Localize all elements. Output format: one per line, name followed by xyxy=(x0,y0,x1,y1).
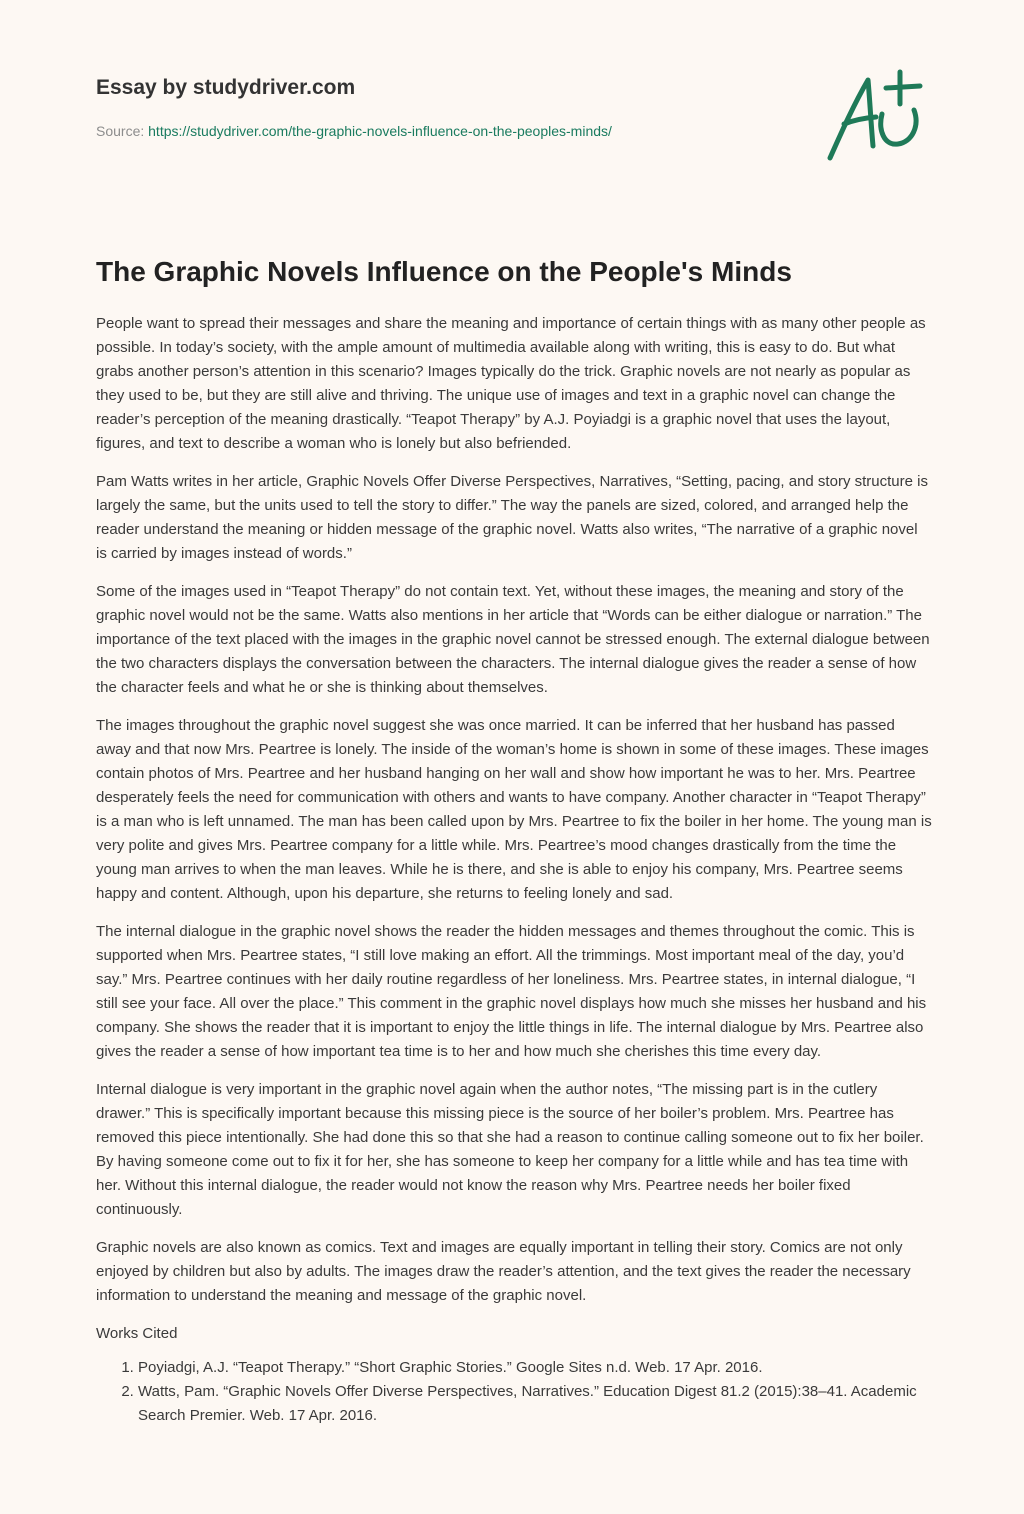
paragraph: Pam Watts writes in her article, Graphic Novels Offer Diverse Perspectives, Narratives, “Setting, pacing, and story structure is largely the same, but the units used to tell the story to differ.” The way the panels are sized, colored, and arranged help the reader understand the meaning or hidden message of the graphic novel. Watts also writes, “The narrative of a graphic novel is carried by images instead of words.” xyxy=(96,473,928,562)
a-plus-logo-icon xyxy=(820,66,930,166)
paragraph: People want to spread their messages and share the meaning and importance of certain things with as many other people as possible. In today’s society, with the ample amount of multimedia available along with writing, this is easy to do. But what grabs another person’s attention in this scenario? Images typically do the trick. Graphic novels are not nearly as popular as they used to be, but they are still alive and thriving. The unique use of images and text in a graphic novel can change the reader’s perception of the meaning drastically. “Teapot Therapy” by A.J. Poyiadgi is a graphic novel that uses the layout, figures, and text to describe a woman who is lonely but also befriended. xyxy=(96,315,926,452)
source-line xyxy=(96,122,796,140)
source-label: Source: xyxy=(96,123,149,139)
paragraph: Internal dialogue is very important in the graphic novel again when the author notes, “The missing part is in the cutlery drawer.” This is specifically important because this missing piece is the source of her boiler’s problem. Mrs. Peartree has removed this piece intentionally. She had done this so that she had a reason to continue calling someone out to fix her boiler. By having someone come out to fix it for her, she has someone to keep her company for a little while and has tea time with her. Without this internal dialogue, the reader would not know the reason why Mrs. Peartree needs her boiler fixed continuously. xyxy=(96,1081,924,1218)
paragraph: Graphic novels are also known as comics. Text and images are equally important in telling their story. Comics are not only enjoyed by children but also by adults. The images draw the reader’s attention, and the text gives the reader the necessary information to understand the meaning and message of the graphic novel. xyxy=(96,1239,911,1304)
article-title: The Graphic Novels Influence on the People's Minds xyxy=(96,256,792,287)
article xyxy=(96,252,932,1428)
paragraph: The internal dialogue in the graphic novel shows the reader the hidden messages and themes throughout the comic. This is supported when Mrs. Peartree states, “I still love making an effort. All the trimmings. Most important meal of the day, you’d say.” Mrs. Peartree continues with her daily routine regardless of her loneliness. Mrs. Peartree states, in internal dialogue, “I still see your face. All over the place.” This comment in the graphic novel displays how much she misses her husband and his company. She shows the reader that it is important to enjoy the little things in life. The internal dialogue by Mrs. Peartree also gives the reader a sense of how important tea time is to her and how much she cherishes this time every day. xyxy=(96,923,927,1060)
works-cited-heading: Works Cited xyxy=(96,1325,178,1342)
brand-title: Essay by studydriver.com xyxy=(96,76,356,99)
works-cited-item: 2. Watts, Pam. “Graphic Novels Offer Diverse Perspectives, Narratives.” Education Digest 81.2 (2015):38–41. Academic Search Premier. Web. 17 Apr. 2016. xyxy=(138,1380,932,1428)
paragraph: Some of the images used in “Teapot Therapy” do not contain text. Yet, without these images, the meaning and story of the graphic novel would not be the same. Watts also mentions in her article that “Words can be either dialogue or narration.” The importance of the text placed with the images in the graphic novel cannot be stressed enough. The external dialogue between the two characters displays the conversation between the characters. The internal dialogue gives the reader a sense of how the character feels and what he or she is thinking about themselves. xyxy=(96,583,930,696)
source-link[interactable]: https://studydriver.com/the-graphic-novels-influence-on-the-peoples-minds/ xyxy=(148,123,612,139)
page-header xyxy=(96,72,796,140)
works-cited-item: 1. Poyiadgi, A.J. “Teapot Therapy.” “Short Graphic Stories.” Google Sites n.d. Web. 17 Apr. 2016. xyxy=(138,1356,932,1380)
paragraph: The images throughout the graphic novel suggest she was once married. It can be inferred that her husband has passed away and that now Mrs. Peartree is lonely. The inside of the woman’s home is shown in some of these images. These images contain photos of Mrs. Peartree and her husband hanging on her wall and show how important he was to her. Mrs. Peartree desperately feels the need for communication with others and wants to have company. Another character in “Teapot Therapy” is a man who is left unnamed. The man has been called upon by Mrs. Peartree to fix the boiler in her home. The young man is very polite and gives Mrs. Peartree company for a little while. Mrs. Peartree’s mood changes drastically from the time the young man arrives to when the man leaves. While he is there, and she is able to enjoy his company, Mrs. Peartree seems happy and content. Although, upon his departure, she returns to feeling lonely and sad. xyxy=(96,717,932,902)
works-cited-list xyxy=(96,1356,932,1428)
